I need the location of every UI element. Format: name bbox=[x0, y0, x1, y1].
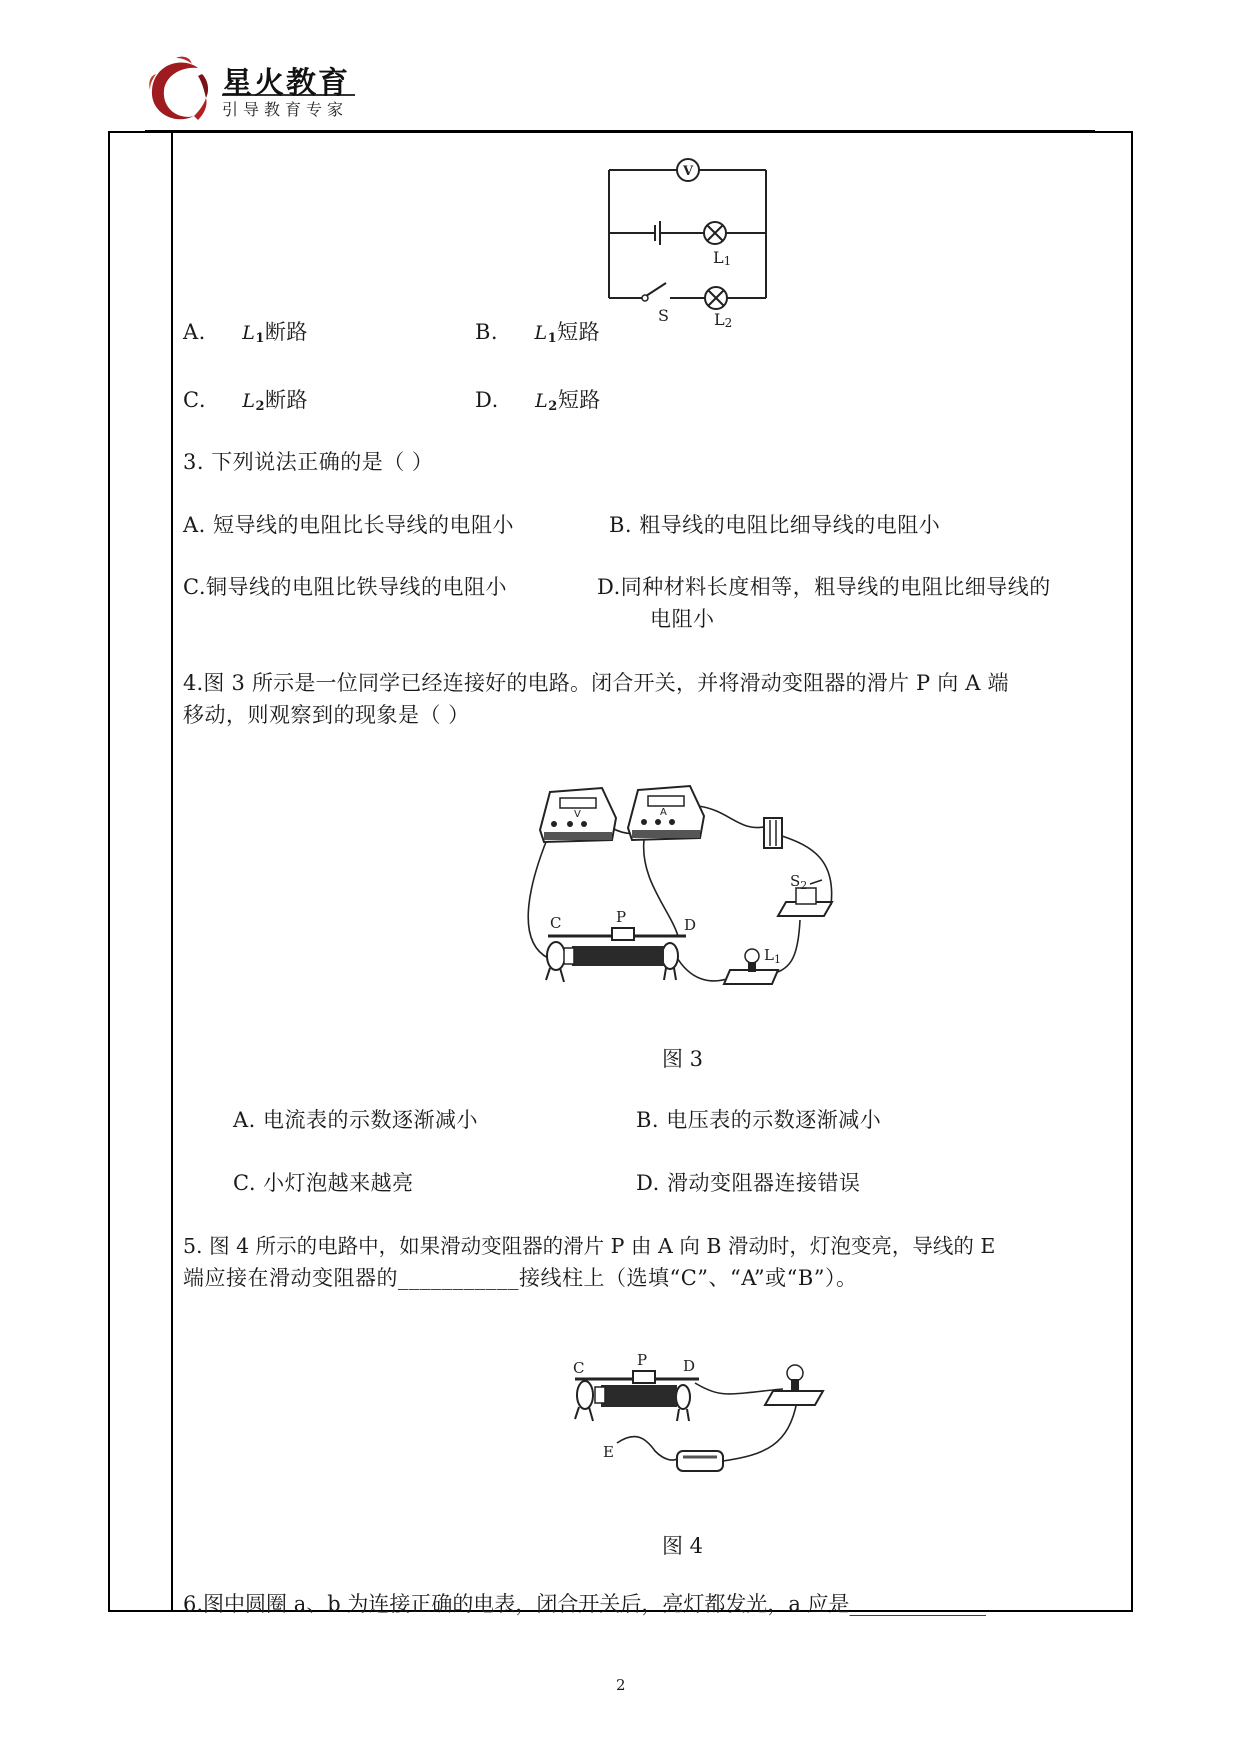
switch-symbol bbox=[642, 295, 648, 301]
lamp-l1-symbol bbox=[704, 222, 726, 244]
option-text: 断路 bbox=[265, 388, 309, 412]
q2-option-a bbox=[183, 318, 308, 353]
option-text: 断路 bbox=[264, 320, 308, 344]
lamp-variable: $L_2$ bbox=[242, 390, 266, 414]
table-right-border bbox=[1131, 131, 1133, 1612]
q4-option-a: A. 电流表的示数逐渐减小 bbox=[233, 1108, 479, 1132]
option-text: 短路 bbox=[557, 320, 601, 344]
terminal-d-label: D bbox=[683, 1357, 696, 1375]
option-letter: B. bbox=[475, 320, 499, 344]
page-number: 2 bbox=[616, 1676, 626, 1694]
q4-option-d: D. 滑动变阻器连接错误 bbox=[636, 1171, 861, 1195]
rheostat-device bbox=[573, 1351, 699, 1421]
q3-stem: 3. 下列说法正确的是（ ） bbox=[183, 450, 434, 474]
battery-device bbox=[764, 818, 782, 848]
lamp-device bbox=[765, 1365, 823, 1405]
lamp-l1-label: L1 bbox=[713, 248, 732, 268]
figure-4-caption: 图 4 bbox=[662, 1534, 704, 1558]
lamp-variable: $L_1$ bbox=[242, 322, 265, 346]
q4-option-b: B. 电压表的示数逐渐减小 bbox=[636, 1108, 882, 1132]
ammeter-device bbox=[628, 786, 704, 840]
q3-option-a: A. 短导线的电阻比长导线的电阻小 bbox=[183, 513, 515, 537]
wire-end-e-label: E bbox=[603, 1443, 614, 1461]
terminal-d-label: D bbox=[684, 916, 697, 934]
slider-p-label: P bbox=[616, 908, 627, 926]
voltmeter-device bbox=[540, 788, 616, 842]
lamp-l1-label: $L_1$ bbox=[764, 946, 781, 966]
q4-stem-line2: 移动，则观察到的现象是（ ） bbox=[183, 703, 470, 727]
logo-swirl-icon bbox=[146, 54, 216, 126]
slider-p-label: P bbox=[637, 1351, 648, 1369]
option-letter: C. bbox=[183, 388, 206, 412]
voltmeter-label: V bbox=[574, 809, 581, 820]
q4-option-c: C. 小灯泡越来越亮 bbox=[233, 1171, 414, 1195]
switch-label: S bbox=[658, 306, 669, 325]
battery-symbol bbox=[655, 221, 660, 245]
brand-name: 星火教育 bbox=[222, 66, 350, 101]
figure-4-circuit bbox=[565, 1345, 840, 1495]
q4-stem-line1: 4.图 3 所示是一位同学已经连接好的电路。闭合开关，并将滑动变阻器的滑片 P 向 A 端 bbox=[183, 671, 1009, 695]
battery-device bbox=[677, 1451, 723, 1471]
circuit-diagram-q2 bbox=[600, 155, 780, 330]
figure-3-circuit bbox=[520, 770, 850, 995]
q2-option-b bbox=[475, 318, 600, 353]
switch-s2-device bbox=[778, 872, 832, 916]
q3-option-d: D.同种材料长度相等，粗导线的电阻比细导线的 bbox=[597, 575, 1051, 599]
table-left-border bbox=[108, 131, 110, 1612]
header-rule-thick bbox=[145, 130, 1095, 133]
ammeter-label: A bbox=[660, 807, 667, 818]
q2-option-c bbox=[183, 386, 308, 421]
lamp-l1-device bbox=[724, 946, 781, 984]
brand-slogan: 引导教育专家 bbox=[222, 100, 349, 119]
q3-option-d-continued: 电阻小 bbox=[650, 607, 715, 631]
lamp-variable: $L_2$ bbox=[535, 390, 558, 414]
q2-option-d bbox=[475, 386, 601, 421]
voltmeter-symbol bbox=[677, 159, 699, 181]
q5-stem-line2: 端应接在滑动变阻器的___________接线柱上（选填“C”、“A”或“B”）。 bbox=[183, 1266, 858, 1290]
voltmeter-label: V bbox=[682, 164, 694, 179]
option-letter: A. bbox=[183, 320, 206, 344]
rheostat-device bbox=[546, 908, 696, 982]
option-text: 短路 bbox=[557, 388, 601, 412]
terminal-c-label: C bbox=[550, 914, 562, 932]
q3-option-b: B. 粗导线的电阻比细导线的电阻小 bbox=[609, 513, 941, 537]
figure-3-caption: 图 3 bbox=[662, 1047, 704, 1071]
lamp-variable: $L_1$ bbox=[534, 322, 558, 346]
lamp-l2-label: L2 bbox=[714, 310, 733, 330]
q3-option-c: C.铜导线的电阻比铁导线的电阻小 bbox=[183, 575, 507, 599]
option-letter: D. bbox=[475, 388, 499, 412]
switch-s2-label: $S_2$ bbox=[790, 872, 808, 892]
q6-stem: 6.图中圆圈 a、b 为连接正确的电表，闭合开关后，亮灯都发光，a 应是_____________ bbox=[183, 1592, 987, 1616]
lamp-l2-symbol bbox=[705, 287, 727, 309]
q5-stem-line1: 5. 图 4 所示的电路中，如果滑动变阻器的滑片 P 由 A 向 B 滑动时，灯泡变亮，导线的 E bbox=[183, 1234, 996, 1258]
table-column-divider bbox=[171, 131, 173, 1612]
terminal-c-label: C bbox=[573, 1359, 585, 1377]
